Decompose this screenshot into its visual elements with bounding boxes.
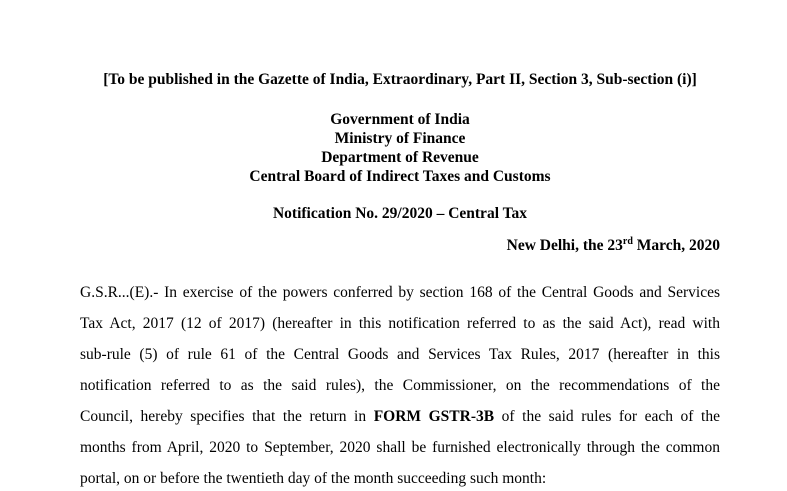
body-line-1: G.S.R...(E).- In exercise of the powers conferred by section 168 of the Central Goods and Services [80,284,720,301]
body-line-7: portal, on or before the twentieth day of the month succeeding such month: [80,470,547,487]
body-line-2: Tax Act, 2017 (12 of 2017) (hereafter in this notification referred to as the said Act), read with [80,315,720,332]
org-line-government-of-india: Government of India [330,111,470,128]
org-line-ministry-of-finance: Ministry of Finance [334,130,466,147]
dateline-suffix: March, 2020 [632,237,720,254]
org-line-central-board: Central Board of Indirect Taxes and Customs [249,168,551,185]
org-header [80,110,720,186]
notification-body [80,277,720,491]
dateline [80,236,720,256]
gazette-publication-note: [To be published in the Gazette of India, Extraordinary, Part II, Section 3, Sub-section (i)] [103,71,697,88]
body-line-5 [80,401,720,432]
notification-title: Notification No. 29/2020 – Central Tax [272,205,528,222]
body-line-5-post: of the said rules for each of the [494,408,720,425]
form-gstr-3b-reference: FORM GSTR-3B [373,408,495,425]
body-line-5-pre: Council, hereby specifies that the return in [80,408,374,425]
body-line-3: sub-rule (5) of rule 61 of the Central Goods and Services Tax Rules, 2017 (hereafter in this [80,346,720,363]
body-line-6: months from April, 2020 to September, 2020 shall be furnished electronically through the common [80,439,720,456]
dateline-prefix: New Delhi, the 23 [506,237,623,254]
body-line-4: notification referred to as the said rules), the Commissioner, on the recommendations of the [80,377,720,394]
org-line-department-of-revenue: Department of Revenue [321,149,479,166]
dateline-ordinal-superscript: rd [622,235,633,247]
